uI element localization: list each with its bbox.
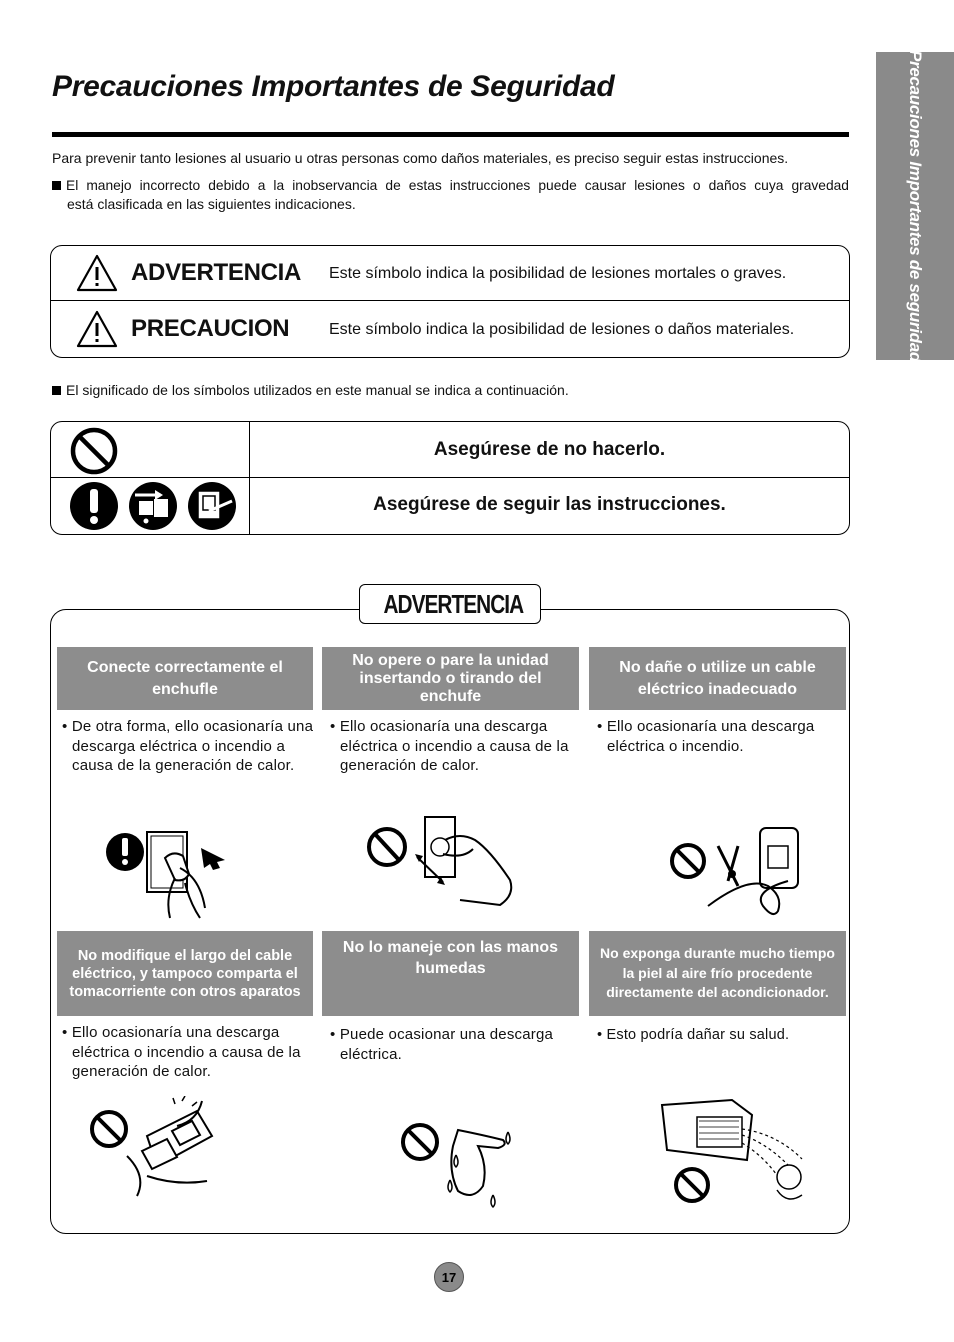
level-desc: Este símbolo indica la posibilidad de lesiones o daños materiales. — [329, 320, 795, 338]
mandatory-icons-group — [69, 481, 237, 531]
side-tab — [876, 49, 954, 363]
warning-tag — [359, 584, 541, 624]
level-row-advertencia — [51, 246, 849, 300]
level-name: PRECAUCION — [131, 315, 290, 342]
title-rule — [52, 132, 849, 137]
card-text: • Ello ocasionaría una descarga eléctrica o incendio a causa de la generación de calor. — [62, 1024, 301, 1080]
symbols-intro — [52, 381, 569, 399]
symbols-intro-text: El significado de los símbolos utilizados en este manual se indica a continuación. — [66, 382, 569, 398]
card-text: • Puede ocasionar una descarga eléctrica. — [330, 1026, 554, 1063]
plug-insert-mandatory-icon — [105, 828, 235, 923]
card-title: Conecte correctamente el enchufle — [57, 647, 313, 710]
warning-tag-label: ADVERTENCIA — [383, 588, 523, 619]
card-title: No lo maneje con las manos humedas — [322, 931, 579, 1016]
warning-triangle-icon — [75, 253, 119, 293]
symbols-box — [50, 421, 850, 535]
intro-text: Para prevenir tanto lesiones al usuario u otras personas como daños materiales, es preciso seguir estas instrucciones. — [52, 150, 789, 166]
prohibited-icon — [69, 427, 119, 475]
card-title: No opere o pare la unidad insertando o tirando del enchufe — [322, 647, 579, 710]
level-name: ADVERTENCIA — [131, 259, 302, 286]
divider — [51, 477, 849, 478]
card-text: • Esto podría dañar su salud. — [597, 1027, 790, 1043]
cold-air-prohibited-icon — [657, 1095, 812, 1207]
ground-icon — [188, 482, 236, 530]
page-number: 17 — [434, 1262, 464, 1292]
side-tab-label: Precauciones Importantes de seguridad — [906, 49, 925, 363]
intro-bullet — [52, 177, 849, 213]
multi-plug-prohibited-icon — [87, 1096, 217, 1202]
level-row-precaucion — [51, 301, 849, 357]
square-bullet-icon — [52, 181, 61, 190]
wet-hands-prohibited-icon — [398, 1120, 533, 1215]
card-title: No dañe o utilize un cable eléctrico inadecuado — [589, 647, 846, 710]
intro-bullet-line1: El manejo incorrecto debido a la inobservancia de estas instrucciones puede causar lesiones o daños cuya gravedad — [66, 178, 849, 193]
card-text: • De otra forma, ello ocasionaría una descarga eléctrica o incendio a causa de la generación de calor. — [62, 718, 314, 774]
symbol-meaning: Asegúrese de seguir las instrucciones. — [373, 494, 726, 515]
warning-triangle-icon — [75, 309, 119, 349]
symbol-meaning: Asegúrese de no hacerlo. — [433, 439, 666, 460]
unplug-icon — [129, 482, 177, 530]
level-desc: Este símbolo indica la posibilidad de lesiones mortales o graves. — [329, 264, 787, 282]
cable-cut-prohibited-icon — [668, 826, 803, 918]
card-text: • Ello ocasionaría una descarga eléctrica o incendio. — [597, 718, 815, 755]
card-title: No exponga durante mucho tiempo la piel al aire frío procedente directamente del acondicionador. — [589, 931, 846, 1016]
intro-bullet-line2: está clasificada en las siguientes indicaciones. — [67, 196, 356, 212]
card-text: • Ello ocasionaría una descarga eléctrica o incendio a causa de la generación de calor. — [330, 718, 569, 774]
mandatory-exclamation-icon — [70, 482, 118, 530]
page-title: Precauciones Importantes de Seguridad — [52, 70, 615, 103]
hazard-levels-box — [50, 245, 850, 358]
card-title: No modifique el largo del cable eléctrico, y tampoco comparta el tomacorriente con otros aparatos — [57, 931, 313, 1016]
square-bullet-icon — [52, 386, 61, 395]
plug-pull-prohibited-icon — [365, 812, 520, 912]
